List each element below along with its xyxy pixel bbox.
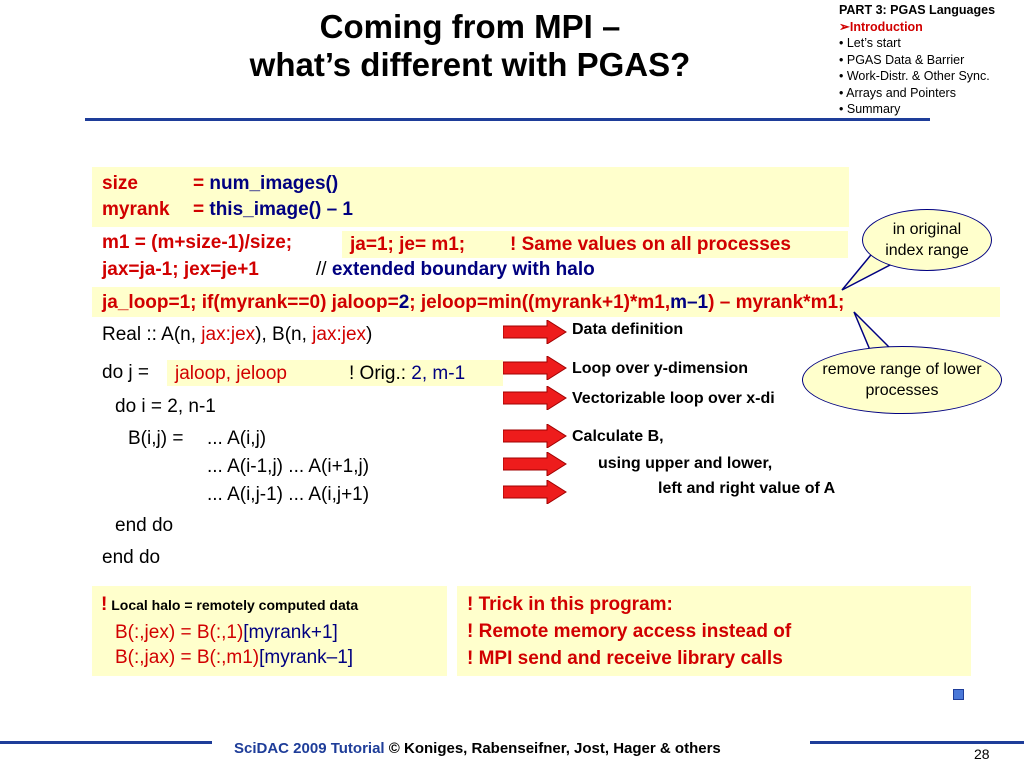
code-expr-2: ... A(i-1,j) ... A(i+1,j) — [207, 456, 370, 477]
code-size-rhs: = num_images() — [193, 173, 339, 194]
title-line-1: Coming from MPI – — [319, 8, 621, 45]
trick-line-3: ! MPI send and receive library calls — [467, 648, 783, 669]
trick-line-2: ! Remote memory access instead of — [467, 621, 792, 642]
code-jax-comment: // extended boundary with halo — [316, 259, 595, 280]
nav-heading: PART 3: PGAS Languages — [839, 3, 996, 17]
code-expr-1: ... A(i,j) — [207, 428, 267, 449]
code-real-decl: Real :: A(n, jax:jex), B(n, jax:jex) — [102, 324, 373, 345]
code-doj: do j = — [102, 362, 150, 383]
section-nav — [839, 2, 995, 118]
code-enddo-inner: end do — [115, 515, 174, 536]
footer-bar-right — [810, 741, 1024, 744]
arrow-right-icon — [503, 424, 567, 448]
arrow-right-icon — [503, 480, 567, 504]
footer-credits: SciDAC 2009 Tutorial © Koniges, Rabenseifner, Jost, Hager & others — [234, 740, 721, 757]
slide-title — [150, 8, 790, 84]
note-data-definition: Data definition — [572, 321, 684, 338]
code-bij: B(i,j) = — [128, 428, 184, 449]
arrow-right-icon — [503, 386, 567, 410]
code-ja-je: ja=1; je= m1; — [350, 234, 466, 255]
halo-line-1: B(:,jex) = B(:,1)[myrank+1] — [115, 622, 338, 643]
nav-item[interactable]: • PGAS Data & Barrier — [839, 52, 965, 67]
nav-item[interactable]: • Arrays and Pointers — [839, 85, 956, 100]
trick-line-1: ! Trick in this program: — [467, 594, 673, 615]
note-calc-1: Calculate B, — [572, 428, 664, 445]
code-doi: do i = 2, n-1 — [115, 396, 216, 417]
nav-item[interactable]: • Let’s start — [839, 36, 901, 50]
code-jaloop-line: ja_loop=1; if(myrank==0) jaloop=2; jeloop=min((myrank+1)*m1,m–1) – myrank*m1; — [102, 292, 845, 313]
code-m1: m1 = (m+size-1)/size; — [102, 232, 293, 253]
code-expr-3: ... A(i,j-1) ... A(i,j+1) — [207, 484, 370, 505]
callout-original-range: in original index range — [862, 209, 992, 271]
page-number: 28 — [974, 746, 990, 762]
code-enddo-outer: end do — [102, 547, 161, 568]
arrow-right-icon — [503, 320, 567, 344]
code-doj-range: jaloop, jeloop — [175, 363, 287, 384]
nav-item[interactable]: • Work-Distr. & Other Sync. — [839, 69, 990, 83]
title-divider — [85, 118, 930, 121]
callout-remove-range: remove range of lower processes — [802, 346, 1002, 414]
note-loop-y: Loop over y-dimension — [572, 360, 749, 377]
note-calc-3: left and right value of A — [658, 480, 836, 497]
note-loop-x: Vectorizable loop over x-di — [572, 390, 775, 407]
code-myrank-rhs: = this_image() – 1 — [193, 199, 353, 220]
square-bullet-icon — [953, 689, 964, 700]
nav-item[interactable]: • Summary — [839, 102, 901, 116]
code-myrank-lhs: myrank — [102, 199, 170, 220]
nav-item-current[interactable]: ➢Introduction — [839, 18, 923, 34]
code-ja-comment: ! Same values on all processes — [510, 234, 791, 255]
arrow-right-icon — [503, 452, 567, 476]
footer-bar-left — [0, 741, 212, 744]
code-jax-line: jax=ja-1; jex=je+1 — [102, 259, 259, 280]
title-line-2: what’s different with PGAS? — [249, 46, 691, 83]
halo-line-2: B(:,jax) = B(:,m1)[myrank–1] — [115, 647, 354, 668]
note-calc-2: using upper and lower, — [598, 455, 773, 472]
code-doj-comment: ! Orig.: 2, m-1 — [349, 363, 466, 384]
arrow-bullet-icon: ➢ — [839, 18, 850, 34]
code-size-lhs: size — [102, 173, 138, 194]
arrow-right-icon — [503, 356, 567, 380]
halo-heading: ! Local halo = remotely computed data — [101, 594, 359, 615]
